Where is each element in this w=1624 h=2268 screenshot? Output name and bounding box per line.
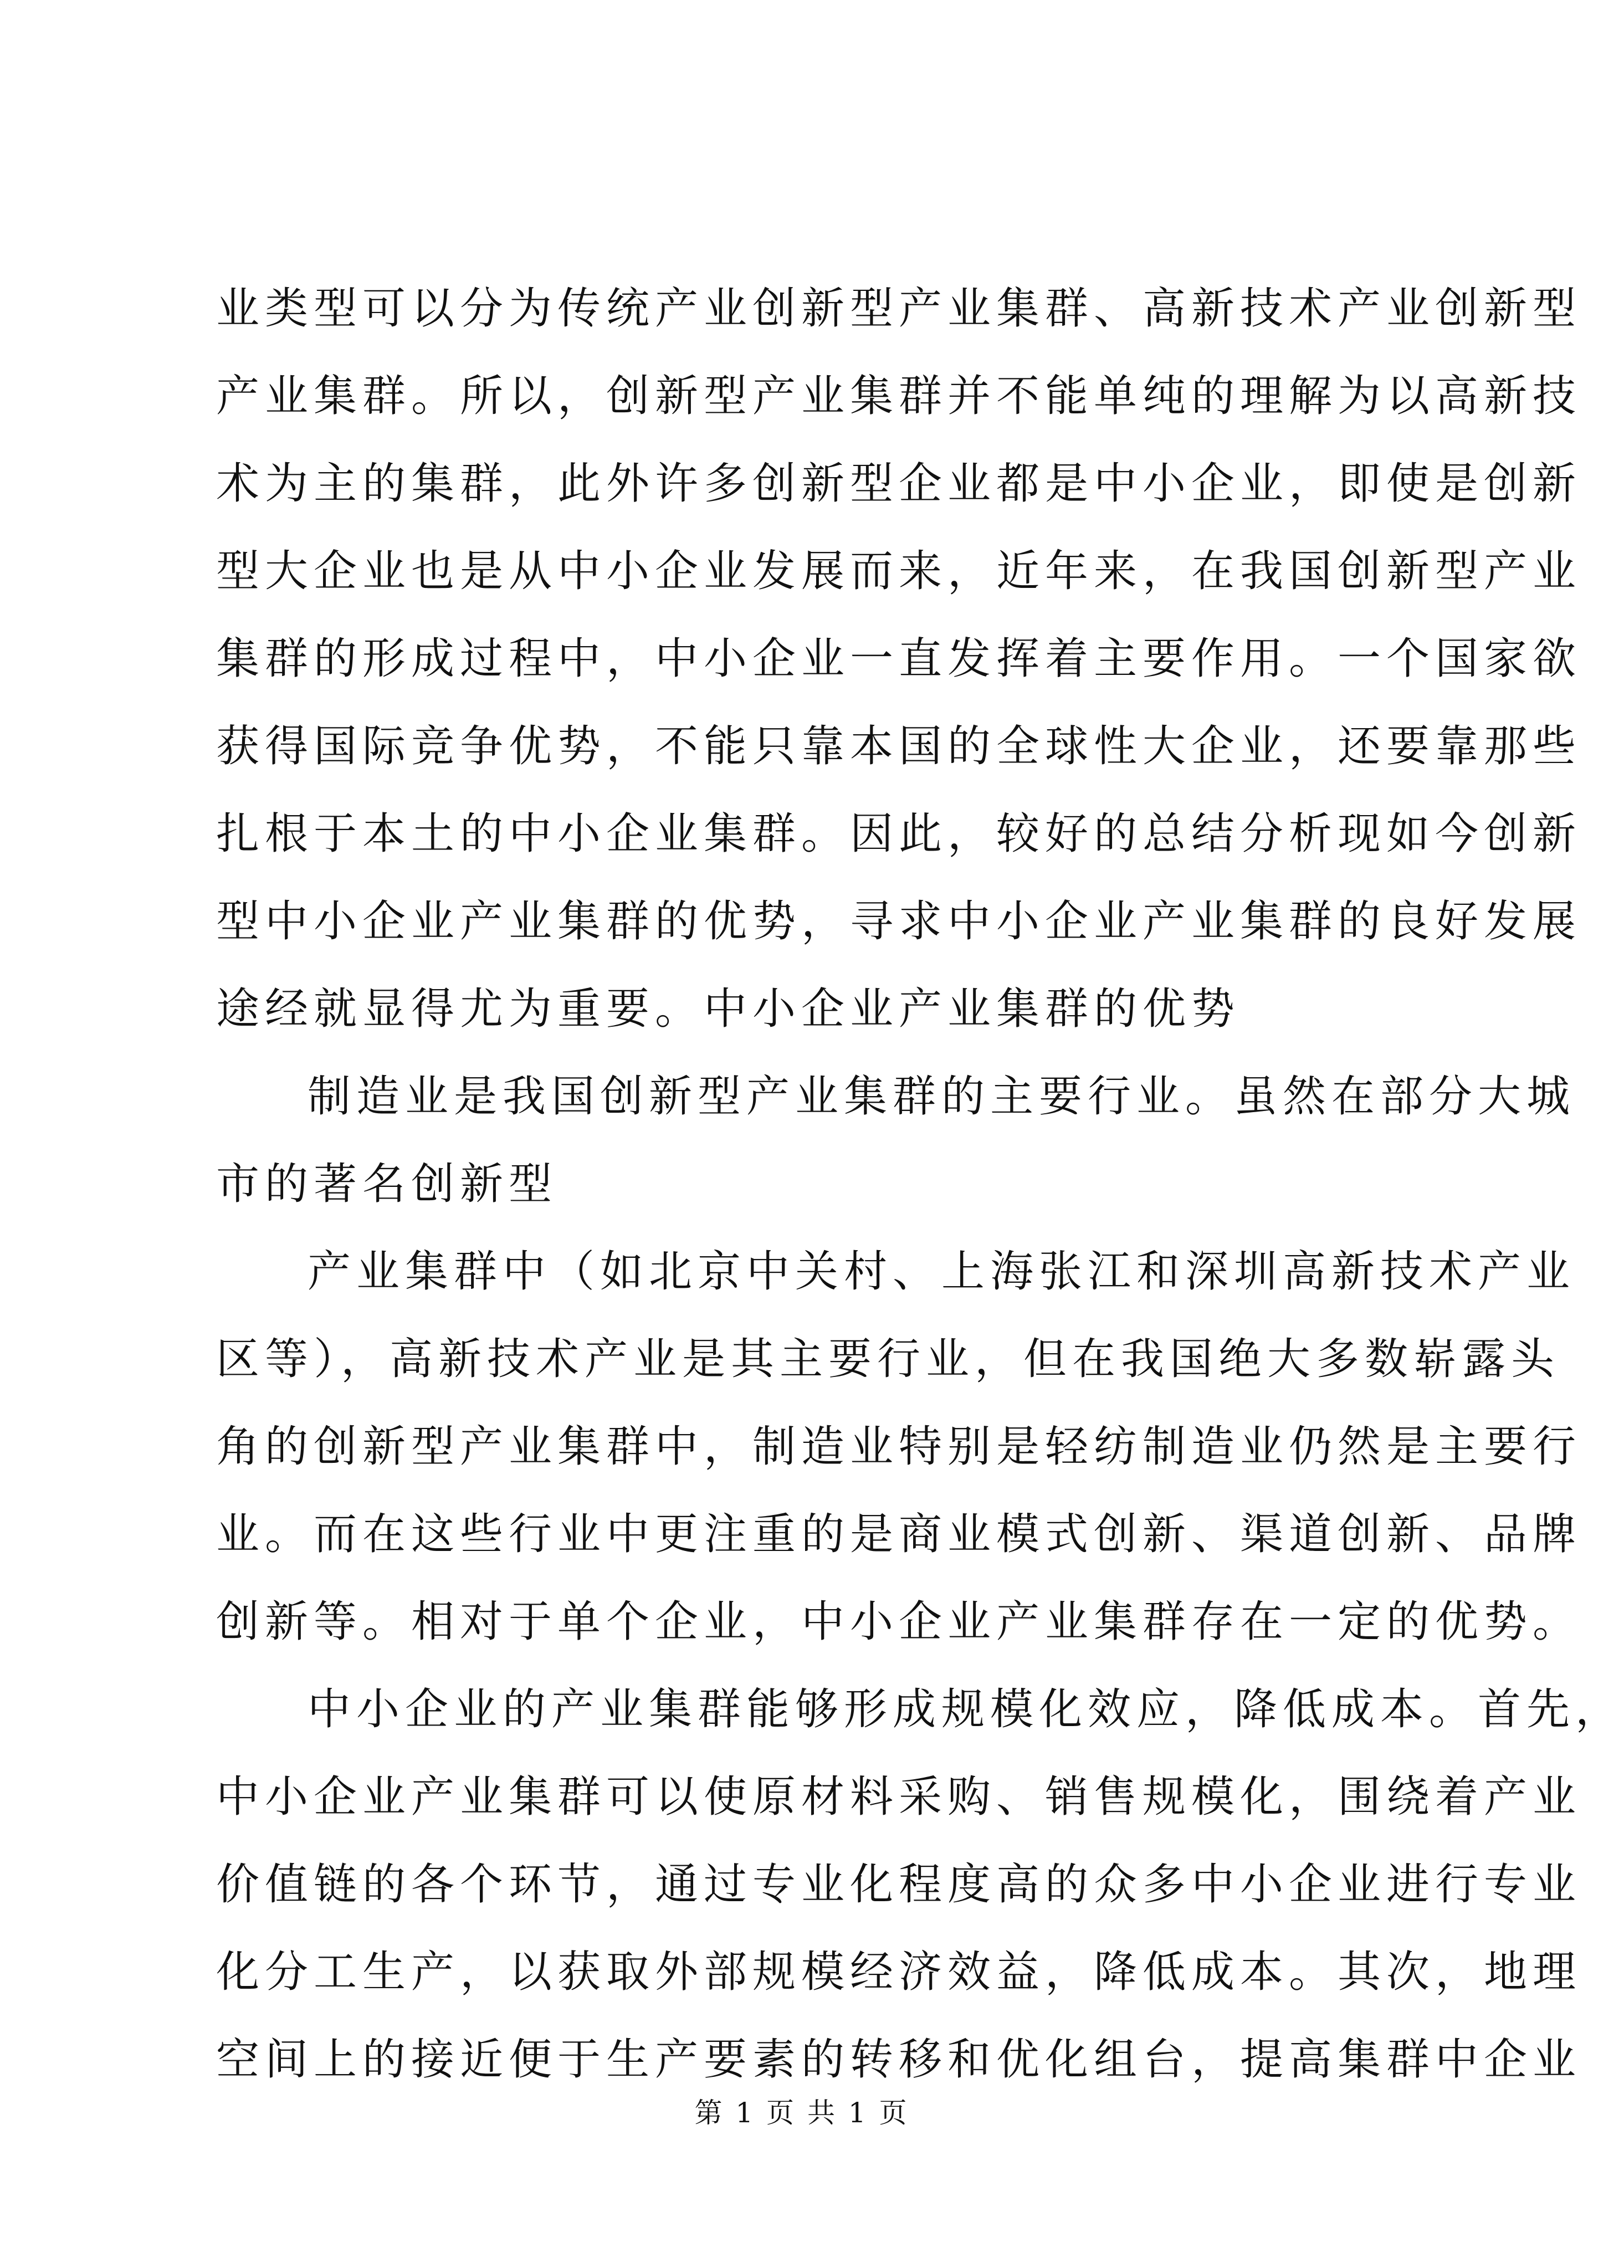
text-line: 化分工生产，以获取外部规模经济效益，降低成本。其次，地理 [216,1947,1582,1997]
text-line: 空间上的接近便于生产要素的转移和优化组台，提高集群中企业 [216,2035,1582,2085]
text-line: 型中小企业产业集群的优势，寻求中小企业产业集群的良好发展 [216,897,1582,946]
text-line: 产业集群中（如北京中关村、上海张江和深圳高新技术产业 [308,1247,1576,1297]
text-line: 扎根于本土的中小企业集群。因此，较好的总结分析现如今创新 [216,809,1582,859]
body-text [216,265,1624,2103]
text-line: 业类型可以分为传统产业创新型产业集群、高新技术产业创新型 [216,284,1582,334]
text-line: 中小企业的产业集群能够形成规模化效应，降低成本。首先， [308,1685,1624,1734]
page-footer: 第 1 页 共 1 页 [694,2097,909,2129]
text-line: 途经就显得尤为重要。中小企业产业集群的优势 [216,984,1241,1034]
text-line: 产业集群。所以，创新型产业集群并不能单纯的理解为以高新技 [216,371,1582,421]
text-line: 中小企业产业集群可以使原材料采购、销售规模化，围绕着产业 [216,1772,1582,1822]
text-line: 业。而在这些行业中更注重的是商业模式创新、渠道创新、品牌 [216,1509,1582,1559]
text-line: 型大企业也是从中小企业发展而来，近年来，在我国创新型产业 [216,546,1582,596]
text-line: 价值链的各个环节，通过专业化程度高的众多中小企业进行专业 [216,1860,1582,1909]
text-line: 区等），高新技术产业是其主要行业，但在我国绝大多数崭露头 [216,1334,1560,1384]
text-line: 术为主的集群，此外许多创新型企业都是中小企业，即使是创新 [216,459,1582,509]
text-line: 角的创新型产业集群中，制造业特别是轻纺制造业仍然是主要行 [216,1422,1582,1472]
text-line: 市的著名创新型 [216,1159,558,1209]
text-line: 创新等。相对于单个企业，中小企业产业集群存在一定的优势。 [216,1597,1582,1647]
text-line: 集群的形成过程中，中小企业一直发挥着主要作用。一个国家欲 [216,634,1582,684]
text-line: 制造业是我国创新型产业集群的主要行业。虽然在部分大城 [308,1072,1576,1122]
text-line: 获得国际竞争优势，不能只靠本国的全球性大企业，还要靠那些 [216,721,1582,771]
